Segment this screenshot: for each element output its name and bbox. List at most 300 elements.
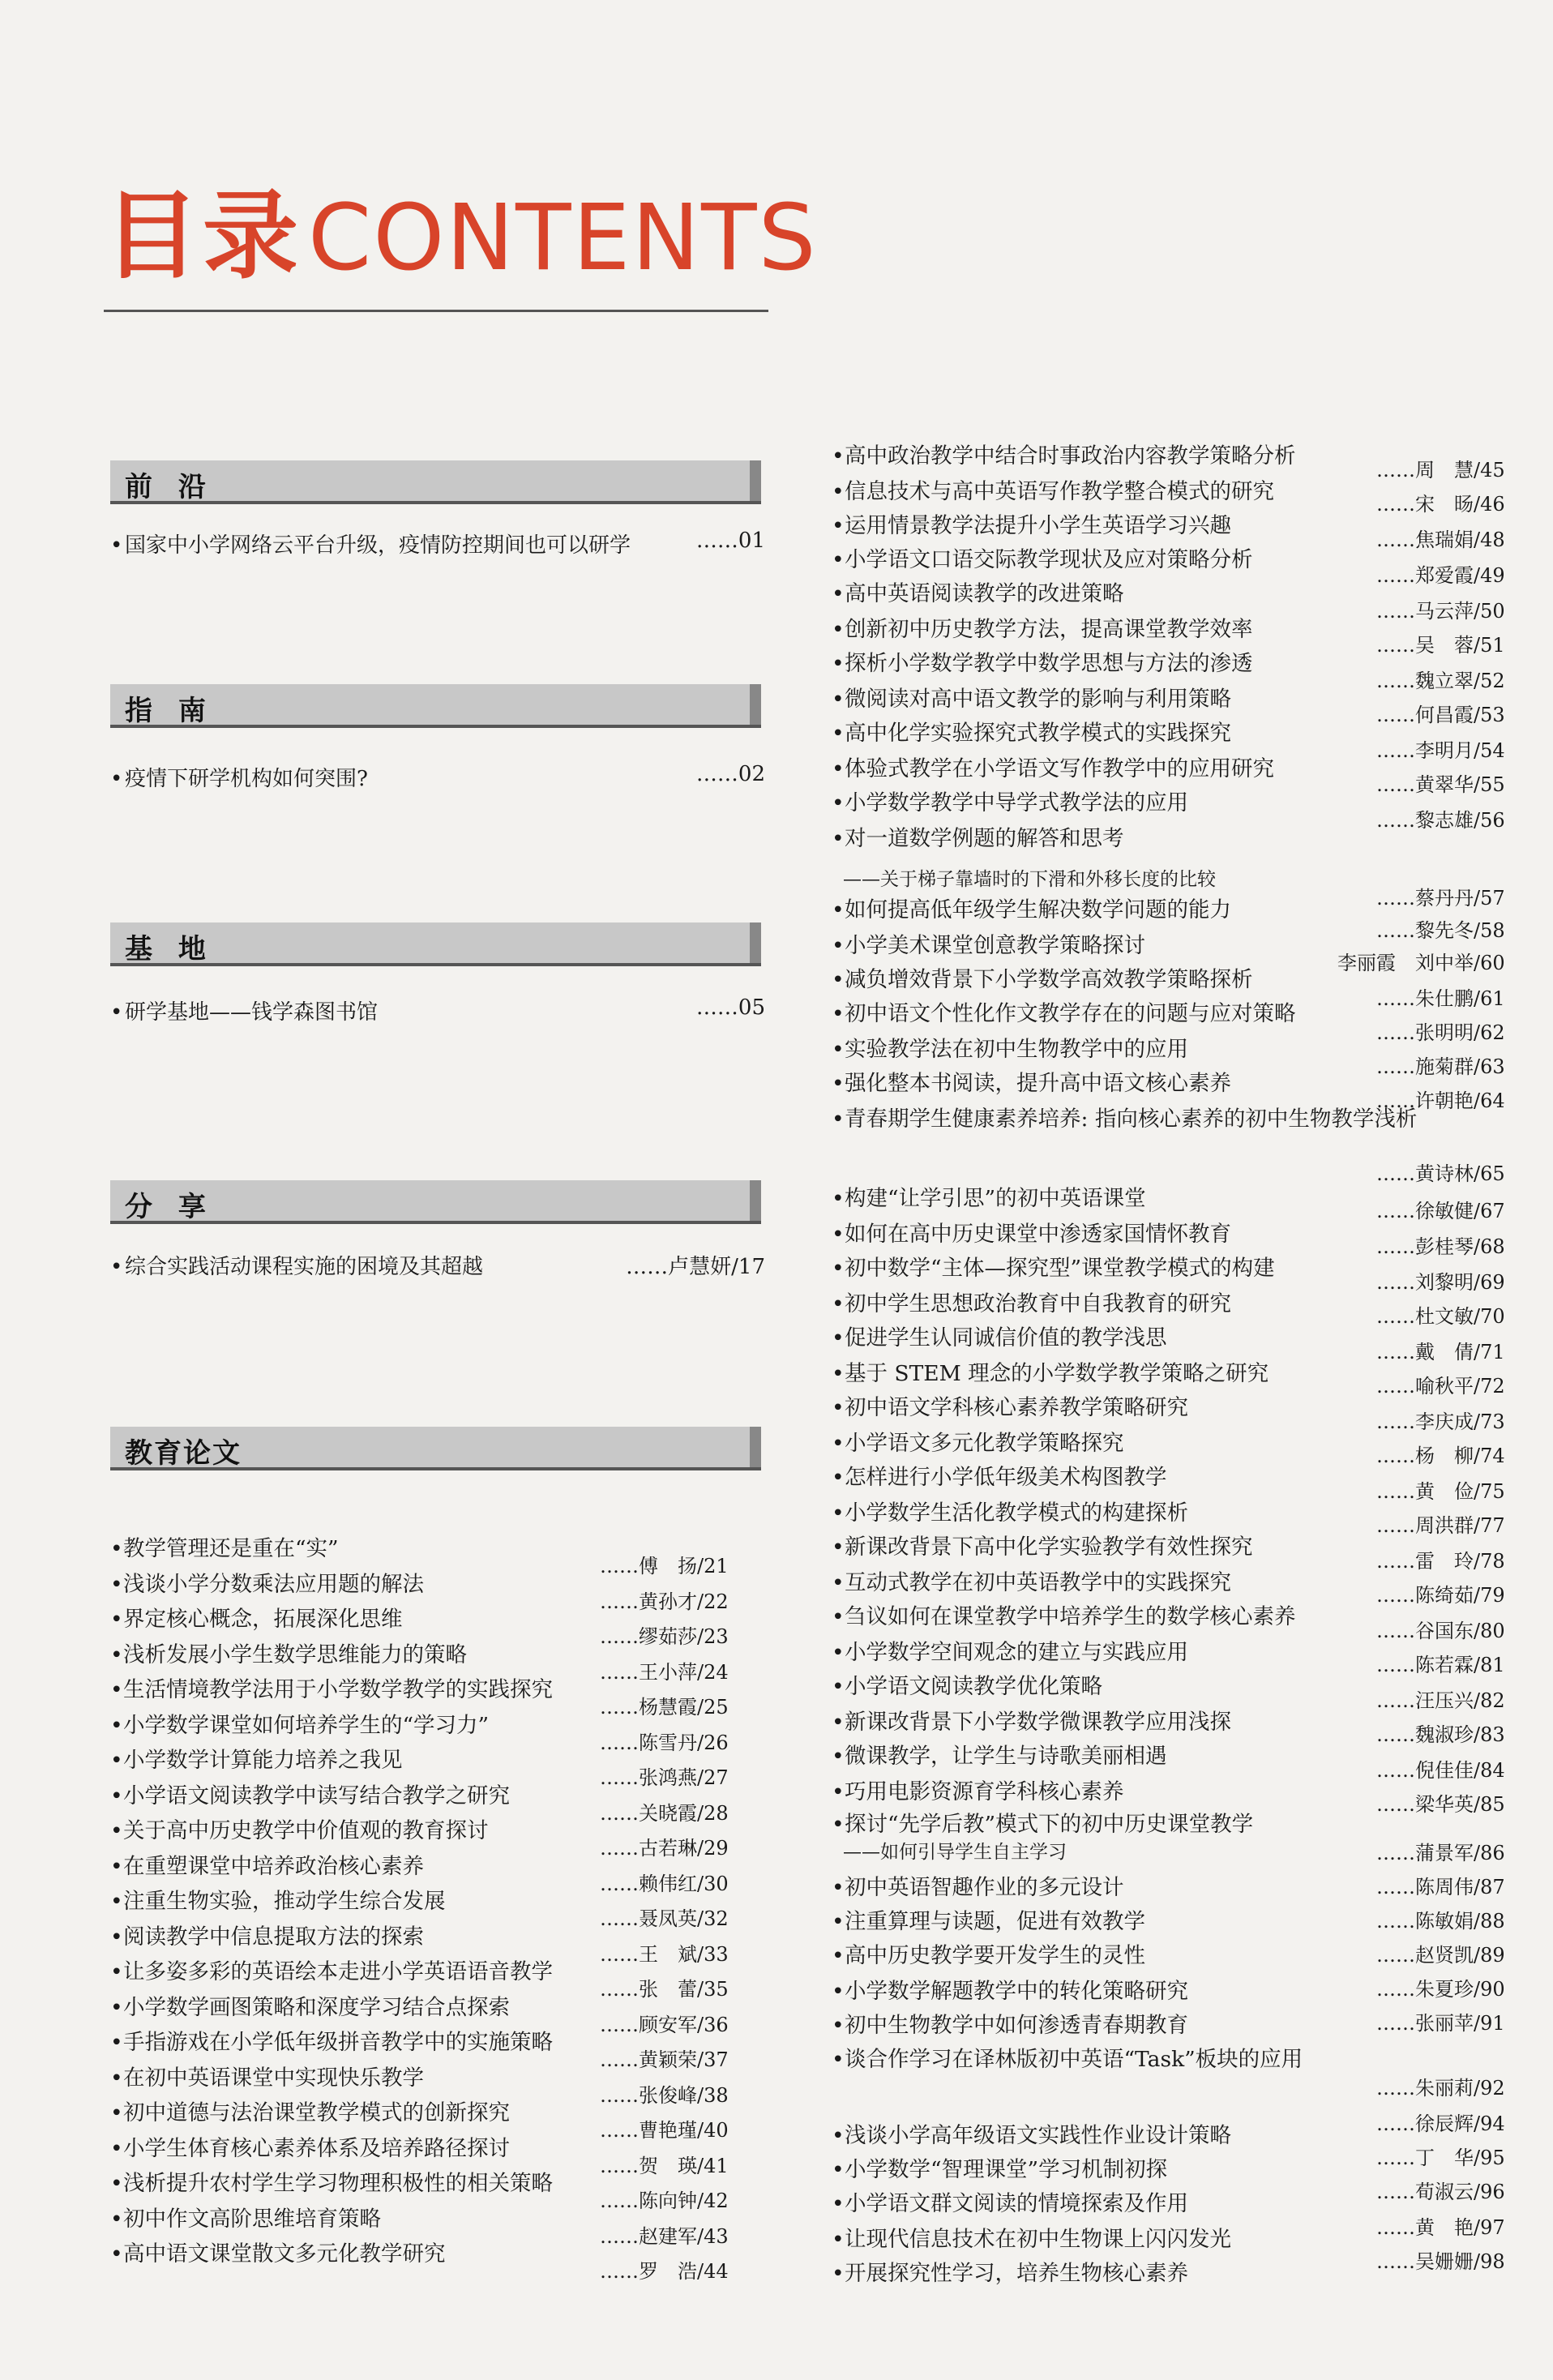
toc-entry[interactable]	[832, 1459, 1167, 1491]
toc-entry[interactable]: • 疫情下研学机构如何突围? ……02	[110, 762, 765, 791]
entry-author-page: ……陈若霖/81	[1376, 1654, 1505, 1676]
entry-title: 国家中小学网络云平台升级，疫情防控期间也可以研学	[125, 533, 631, 558]
entry-author-page: ……张 蕾/35	[600, 1978, 729, 2001]
entry-author-page: ……王小萍/24	[600, 1660, 729, 1684]
bullet-icon: •	[832, 1640, 845, 1665]
entry-author-page: ……李庆成/73	[1376, 1410, 1505, 1433]
entry-title: 阅读教学中信息提取方法的探索	[123, 1924, 424, 1950]
entry-title: 新课改背景下小学数学微课教学应用浅探	[845, 1710, 1231, 1735]
entry-title: 小学数学空间观念的建立与实践应用	[845, 1640, 1188, 1665]
entry-title: 小学语文阅读教学中读写结合教学之研究	[123, 1783, 510, 1809]
toc-entry[interactable]	[832, 1180, 1146, 1212]
bullet-icon: •	[832, 1465, 845, 1490]
toc-entry[interactable]	[110, 1707, 489, 1739]
entry-author-page: ……丁 华/95	[1376, 2147, 1505, 2169]
entry-author-page: ……刘黎明/69	[1376, 1271, 1505, 1294]
page-title	[104, 180, 818, 292]
entry-page: ……01	[695, 529, 765, 553]
bullet-icon: •	[110, 2030, 123, 2055]
entry-author-page: ……吴姗姗/98	[1376, 2250, 1505, 2273]
toc-entry[interactable]	[832, 1774, 1124, 1805]
entry-author-page: ……焦瑞娟/48	[1376, 529, 1505, 551]
bullet-icon: •	[110, 2171, 123, 2196]
entry-title: 教学管理还是重在“实”	[123, 1536, 339, 1561]
toc-entry[interactable]	[832, 751, 1274, 782]
entry-page: ……02	[695, 762, 765, 786]
entry-title: 浅谈小学高年级语文实践性作业设计策略	[845, 2123, 1231, 2148]
section-heading: 教育论文	[125, 1437, 242, 1470]
entry-author-page: ……杜文敏/70	[1376, 1305, 1505, 1328]
entry-author-page: ……李明月/54	[1376, 739, 1505, 762]
section-base	[110, 922, 761, 966]
entry-title: 初中生物教学中如何渗透青春期教育	[845, 2013, 1188, 2038]
bullet-icon: •	[832, 1535, 845, 1560]
entry-author-page: ……黄颖荣/37	[600, 2048, 729, 2071]
toc-entry[interactable]	[832, 1634, 1188, 1666]
bullet-icon: •	[110, 1748, 123, 1773]
entry-title: 减负增效背景下小学数学高效教学策略探析	[845, 967, 1253, 992]
entry-title: 综合实践活动课程实施的困境及其超越	[125, 1255, 484, 1279]
toc-entry[interactable]	[832, 1869, 1124, 1901]
entry-title: 体验式教学在小学语文写作教学中的应用研究	[845, 756, 1274, 781]
entry-author-page: ……缪茹莎/23	[600, 1625, 729, 1648]
entry-author-page: ……赖伟红/30	[600, 1872, 729, 1895]
entry-title: 初中作文高阶思维培育策略	[123, 2206, 381, 2232]
entry-title: 初中英语智趣作业的多元设计	[845, 1875, 1124, 1900]
entry-author-page: ……黄翠华/55	[1376, 773, 1505, 796]
entry-author-page: ……朱丽莉/92	[1376, 2077, 1505, 2100]
bullet-icon: •	[832, 2227, 845, 2252]
bullet-icon: •	[110, 2135, 123, 2161]
bullet-icon: •	[832, 2157, 845, 2182]
entry-author-page: ……张丽苹/91	[1376, 2012, 1505, 2035]
section-heading: 指 南	[125, 695, 214, 727]
entry-author-page: ……周 慧/45	[1376, 459, 1505, 482]
bullet-icon: •	[832, 1001, 845, 1026]
bullet-icon: •	[110, 1889, 123, 1914]
entry-author-page: ……荀淑云/96	[1376, 2181, 1505, 2203]
bullet-icon: •	[832, 617, 845, 642]
entry-author-page: ……黄诗林/65	[1376, 1162, 1505, 1185]
entry-subtitle: ——如何引导学生自主学习	[843, 1842, 1067, 1863]
bullet-icon: •	[832, 1979, 845, 2004]
entry-title: 关于高中历史教学中价值观的教育探讨	[123, 1818, 489, 1843]
entry-title: 小学美术课堂创意教学策略探讨	[845, 933, 1145, 958]
bullet-icon: •	[832, 826, 845, 851]
bullet-icon: •	[832, 2047, 845, 2072]
entry-title: 浅析发展小学生数学思维能力的策略	[123, 1642, 467, 1667]
entry-title: 互动式教学在初中英语教学中的实践探究	[845, 1570, 1231, 1595]
toc-entry[interactable]	[832, 961, 1253, 993]
entry-title: 在重塑课堂中培养政治核心素养	[123, 1853, 424, 1879]
entry-author-page: ……宋 旸/46	[1376, 493, 1505, 516]
entry-title: 高中化学实验探究式教学模式的实践探究	[845, 721, 1231, 746]
entry-title: 小学语文多元化教学策略探究	[845, 1431, 1124, 1456]
toc-entry[interactable]	[843, 1837, 1067, 1864]
toc-entry[interactable]	[832, 438, 1296, 469]
entry-title: 手指游戏在小学低年级拼音教学中的实施策略	[123, 2030, 553, 2055]
entry-author-page: ……马云萍/50	[1376, 600, 1505, 623]
toc-entry[interactable]	[832, 1599, 1296, 1630]
title-rule	[104, 310, 768, 312]
entry-subtitle: ——关于梯子靠墙时的下滑和外移长度的比较	[843, 869, 1216, 890]
toc-entry[interactable]	[110, 1919, 424, 1950]
entry-author-page: ……黄 俭/75	[1376, 1480, 1505, 1503]
toc-entry[interactable]: • 国家中小学网络云平台升级，疫情防控期间也可以研学 ……01	[110, 529, 765, 558]
entry-title: 高中英语阅读教学的改进策略	[845, 581, 1124, 606]
entry-title: 巧用电影资源育学科核心素养	[845, 1779, 1124, 1804]
toc-entry[interactable]	[110, 1530, 339, 1562]
entry-author-page: ……汪压兴/82	[1376, 1689, 1505, 1712]
entry-title: 小学数学计算能力培养之我见	[123, 1748, 403, 1773]
toc-entry[interactable]	[832, 645, 1253, 677]
bullet-icon: •	[832, 479, 845, 504]
entry-author-page: ……陈绮茹/79	[1376, 1584, 1505, 1607]
toc-entry[interactable]	[832, 473, 1274, 505]
entry-author-page: ……黎志雄/56	[1376, 809, 1505, 832]
toc-entry[interactable]	[832, 1065, 1231, 1097]
bullet-icon: •	[832, 933, 845, 958]
entry-title: 小学数学生活化教学模式的构建探析	[845, 1500, 1188, 1526]
bullet-icon: •	[832, 1570, 845, 1595]
entry-title: 高中语文课堂散文多元化教学研究	[123, 2241, 446, 2267]
entry-title: 初中语文学科核心素养教学策略研究	[845, 1395, 1188, 1420]
entry-title: 创新初中历史教学方法，提高课堂教学效率	[845, 617, 1253, 642]
toc-entry[interactable]	[110, 2095, 510, 2126]
toc-entry[interactable]	[832, 1565, 1231, 1596]
section-share	[110, 1180, 761, 1224]
toc-entry[interactable]	[110, 1672, 553, 1703]
toc-entry[interactable]	[110, 1883, 446, 1915]
toc-entry[interactable]	[832, 1320, 1167, 1351]
bullet-icon: •	[110, 2241, 123, 2267]
entry-author-page: ……朱夏珍/90	[1376, 1978, 1505, 2001]
entry-page: ……05	[695, 995, 765, 1020]
entry-title: 促进学生认同诚信价值的教学浅思	[845, 1325, 1167, 1351]
section-guide	[110, 684, 761, 728]
entry-title: 生活情境教学法用于小学数学教学的实践探究	[123, 1677, 553, 1702]
entry-author-page: ……吴 蓉/51	[1376, 634, 1505, 657]
bullet-icon: •	[832, 2191, 845, 2216]
entry-title: 基于 STEM 理念的小学数学教学策略之研究	[845, 1361, 1269, 1386]
bullet-icon: •	[832, 1361, 845, 1386]
entry-title: 浅析提升农村学生学习物理积极性的相关策略	[123, 2171, 553, 2196]
toc-entry[interactable]	[832, 820, 1124, 852]
entry-author-page: ……倪佳佳/84	[1376, 1759, 1505, 1782]
bullet-icon: •	[110, 1959, 123, 1984]
toc-entry[interactable]	[832, 1529, 1253, 1560]
entry-title: 小学数学教学中导学式教学法的应用	[845, 790, 1188, 815]
entry-title: 对一道数学例题的解答和思考	[845, 826, 1124, 851]
entry-author-page: ……徐辰辉/94	[1376, 2112, 1505, 2135]
entry-title: 小学数学“智理课堂”学习机制初探	[845, 2157, 1168, 2182]
entry-title: 让现代信息技术在初中生物课上闪闪发光	[845, 2227, 1231, 2252]
toc-entry[interactable]	[832, 995, 1296, 1027]
entry-author-page: ……周洪群/77	[1376, 1514, 1505, 1537]
toc-entry[interactable]	[832, 541, 1253, 573]
entry-author-page: ……魏淑珍/83	[1376, 1723, 1505, 1746]
toc-entry[interactable]	[110, 1778, 510, 1809]
entry-title: 浅谈小学分数乘法应用题的解法	[123, 1571, 424, 1597]
entry-author-page: ……贺 瑛/41	[600, 2154, 729, 2177]
bullet-icon: •	[110, 1642, 123, 1667]
entry-title: 探析小学数学教学中数学思想与方法的渗透	[845, 651, 1253, 676]
entry-title: 小学语文口语交际教学现状及应对策略分析	[845, 547, 1253, 572]
entry-author-page: ……谷国东/80	[1376, 1620, 1505, 1642]
entry-title: 微阅读对高中语文教学的影响与利用策略	[845, 687, 1231, 712]
entry-author-page: ……古若琳/29	[600, 1837, 729, 1860]
toc-entry[interactable]	[832, 2117, 1231, 2149]
bullet-icon: •	[110, 1712, 123, 1738]
toc-entry[interactable]	[832, 1286, 1231, 1317]
bullet-icon: •	[832, 1943, 845, 1968]
entry-author-page: ……蔡丹丹/57	[1376, 887, 1505, 910]
bullet-icon: •	[832, 897, 845, 922]
entry-author-page: ……傅 扬/21	[600, 1555, 729, 1577]
entry-author-page: ……黎先冬/58	[1376, 919, 1505, 942]
entry-author-page: ……黄孙才/22	[600, 1590, 729, 1613]
toc-entry[interactable]	[832, 785, 1188, 816]
section-frontier	[110, 460, 761, 504]
entry-author-page: ……魏立翠/52	[1376, 670, 1505, 692]
entry-title: 高中历史教学要开发学生的灵性	[845, 1943, 1145, 1968]
entry-title: 新课改背景下高中化学实验教学有效性探究	[845, 1535, 1253, 1560]
entry-author-page: ……施菊群/63	[1376, 1055, 1505, 1078]
entry-author-page: ……杨慧霞/25	[600, 1696, 729, 1719]
toc-entry[interactable]	[110, 2236, 446, 2267]
entry-author-page: ……何昌霞/53	[1376, 704, 1505, 726]
toc-entry[interactable]	[832, 1806, 1253, 1838]
entry-author-page: ……赵贤凯/89	[1376, 1944, 1505, 1967]
entry-title: 高中政治教学中结合时事政治内容教学策略分析	[845, 443, 1296, 469]
toc-entry[interactable]	[110, 1637, 467, 1668]
bullet-icon: •	[110, 2065, 123, 2091]
entry-title: 研学基地——钱学森图书馆	[125, 1000, 379, 1025]
toc-entry[interactable]	[110, 2201, 381, 2232]
bullet-icon: •	[832, 1291, 845, 1316]
toc-entry[interactable]	[110, 1954, 553, 1985]
toc-entry[interactable]	[832, 1937, 1145, 1969]
entry-author-page: ……关晓霞/28	[600, 1801, 729, 1825]
entry-author-page: ……顾安军/36	[600, 2013, 729, 2036]
toc-entry[interactable]	[832, 1973, 1188, 2005]
bullet-icon: •	[110, 1536, 123, 1561]
bullet-icon: •	[832, 581, 845, 606]
entry-author-page: 李丽霞 刘中举/60	[1337, 952, 1505, 974]
entry-title: 初中道德与法治课堂教学模式的创新探究	[123, 2100, 510, 2125]
entry-title: 刍议如何在课堂教学中培养学生的数学核心素养	[845, 1604, 1296, 1629]
toc-entry[interactable]	[110, 1566, 424, 1598]
toc-entry[interactable]	[832, 2041, 1303, 2073]
entry-title: 如何提高低年级学生解决数学问题的能力	[845, 897, 1231, 922]
entry-author-page: ……罗 浩/44	[600, 2260, 729, 2283]
section-heading: 基 地	[125, 933, 214, 965]
entry-author-page: ……王 斌/33	[600, 1942, 729, 1966]
bullet-icon: •	[110, 2206, 123, 2232]
entry-title: 构建“让学引思”的初中英语课堂	[845, 1186, 1146, 1211]
bullet-icon: •	[832, 1037, 845, 1062]
bullet-icon: •	[832, 1779, 845, 1804]
entry-title: 在初中英语课堂中实现快乐教学	[123, 2065, 424, 2091]
toc-entry[interactable]	[832, 1668, 1102, 1700]
bullet-icon: •	[832, 1107, 845, 1132]
entry-title: 强化整本书阅读，提升高中语文核心素养	[845, 1071, 1231, 1096]
bullet-icon: •	[110, 1677, 123, 1702]
entry-author-page: ……张俊峰/38	[600, 2083, 729, 2107]
toc-entry[interactable]	[832, 2185, 1188, 2217]
bullet-icon: •	[832, 1500, 845, 1526]
bullet-icon: •	[110, 2100, 123, 2125]
toc-entry[interactable]	[110, 2060, 424, 2091]
bullet-icon: •	[110, 1994, 123, 2020]
entry-page: ……卢慧妍/17	[626, 1255, 765, 1279]
toc-entry[interactable]	[832, 715, 1231, 747]
bullet-icon: •	[832, 1256, 845, 1281]
entry-title: 开展探究性学习，培养生物核心素养	[845, 2261, 1188, 2286]
entry-author-page: ……张鸿燕/27	[600, 1766, 729, 1789]
bullet-icon: •	[110, 1783, 123, 1809]
toc-entry[interactable]	[110, 1989, 510, 2021]
entry-title: 小学语文群文阅读的情境探索及作用	[845, 2191, 1188, 2216]
toc-entry[interactable]	[110, 1848, 424, 1880]
toc-entry[interactable]	[110, 1742, 403, 1774]
bullet-icon: •	[110, 1853, 123, 1879]
toc-entry[interactable]	[832, 1355, 1268, 1387]
entry-title: 探讨“先学后教”模式下的初中历史课堂教学	[845, 1812, 1254, 1837]
toc-entry[interactable]	[832, 681, 1231, 713]
entry-author-page: ……曹艳瑾/40	[600, 2119, 729, 2142]
toc-entry[interactable]	[832, 2007, 1188, 2039]
entry-author-page: ……朱仕鹏/61	[1376, 987, 1505, 1010]
entry-title: 青春期学生健康素养培养: 指向核心素养的初中生物教学浅析	[845, 1107, 1418, 1132]
title-cn: 目录	[104, 180, 302, 292]
entry-title: 注重算理与读题，促进有效教学	[845, 1909, 1145, 1934]
bullet-icon: •	[832, 967, 845, 992]
bullet-icon: •	[832, 1875, 845, 1900]
toc-entry[interactable]	[832, 1738, 1167, 1770]
bullet-icon: •	[832, 1909, 845, 1934]
bullet-icon: •	[832, 547, 845, 572]
entry-title: 初中学生思想政治教育中自我教育的研究	[845, 1291, 1231, 1316]
bullet-icon: •	[832, 2261, 845, 2286]
toc-entry[interactable]	[832, 1704, 1231, 1736]
entry-author-page: ……喻秋平/72	[1376, 1375, 1505, 1398]
entry-author-page: ……陈周伟/87	[1376, 1876, 1505, 1898]
bullet-icon: •	[832, 443, 845, 469]
title-en: CONTENTS	[308, 186, 818, 291]
bullet-icon: •	[832, 1395, 845, 1420]
toc-entry[interactable]	[832, 2221, 1231, 2253]
bullet-icon: •	[832, 1071, 845, 1096]
bullet-icon: •	[832, 2013, 845, 2038]
entry-title: 初中语文个性化作文教学存在的问题与应对策略	[845, 1001, 1296, 1026]
bullet-icon: •	[832, 1186, 845, 1211]
toc-entry[interactable]	[832, 892, 1231, 923]
bullet-icon: •	[832, 1710, 845, 1735]
toc-entry[interactable]	[832, 507, 1231, 539]
section-heading: 分 享	[125, 1191, 214, 1223]
toc-entry[interactable]	[110, 2024, 553, 2056]
bullet-icon: •	[832, 1431, 845, 1456]
bullet-icon: •	[832, 651, 845, 676]
entry-title: 如何在高中历史课堂中渗透家国情怀教育	[845, 1222, 1231, 1247]
toc-entry[interactable]	[832, 2255, 1188, 2287]
entry-author-page: ……梁华英/85	[1376, 1793, 1505, 1816]
toc-entry[interactable]	[832, 1216, 1231, 1248]
bullet-icon: •	[832, 1325, 845, 1351]
entry-title: 界定核心概念，拓展深化思维	[123, 1607, 403, 1632]
entry-title: 谈合作学习在译林版初中英语“Task”板块的应用	[845, 2047, 1303, 2072]
bullet-icon: •	[832, 790, 845, 815]
toc-entry[interactable]: • 综合实践活动课程实施的困境及其超越 ……卢慧妍/17	[110, 1250, 765, 1280]
section-heading: 前 沿	[125, 471, 214, 503]
entry-author-page: ……许朝艳/64	[1376, 1089, 1505, 1112]
entry-author-page: ……戴 倩/71	[1376, 1341, 1505, 1363]
entry-title: 小学数学画图策略和深度学习结合点探索	[123, 1994, 510, 2020]
toc-entry[interactable]	[110, 2130, 510, 2162]
toc-entry[interactable]	[832, 1903, 1145, 1935]
toc-entry[interactable]	[832, 611, 1253, 643]
entry-author-page: ……黄 艳/97	[1376, 2216, 1505, 2239]
entry-author-page: ……彭桂琴/68	[1376, 1235, 1505, 1258]
bullet-icon: •	[832, 1604, 845, 1629]
entry-title: 运用情景教学法提升小学生英语学习兴趣	[845, 513, 1231, 538]
entry-author-page: ……陈敏娟/88	[1376, 1910, 1505, 1933]
entry-author-page: ……张明明/62	[1376, 1021, 1505, 1044]
entry-title: 实验教学法在初中生物教学中的应用	[845, 1037, 1188, 1062]
bullet-icon: •	[832, 756, 845, 781]
toc-entry[interactable]	[110, 1601, 403, 1633]
toc-entry[interactable]	[843, 864, 1216, 891]
entry-title: 怎样进行小学低年级美术构图教学	[845, 1465, 1167, 1490]
bullet-icon: •	[110, 1607, 123, 1632]
entry-author-page: ……徐敏健/67	[1376, 1200, 1505, 1222]
entry-title: 小学生体育核心素养体系及培养路径探讨	[123, 2135, 510, 2161]
entry-title: 小学数学解题教学中的转化策略研究	[845, 1979, 1188, 2004]
toc-entry[interactable]	[832, 1495, 1188, 1526]
entry-title: 小学数学课堂如何培养学生的“学习力”	[123, 1712, 490, 1738]
entry-author-page: ……赵建军/43	[600, 2224, 729, 2248]
section-papers	[110, 1427, 761, 1470]
bullet-icon: •	[832, 1812, 845, 1837]
toc-entry[interactable]	[832, 1389, 1188, 1421]
toc-entry[interactable]: • 研学基地——钱学森图书馆 ……05	[110, 995, 765, 1025]
bullet-icon: •	[110, 1571, 123, 1597]
toc-entry[interactable]	[110, 1813, 489, 1844]
bullet-icon: •	[832, 1744, 845, 1769]
toc-entry[interactable]	[832, 1031, 1188, 1063]
bullet-icon: •	[832, 687, 845, 712]
entry-title: 疫情下研学机构如何突围?	[125, 767, 368, 791]
entry-title: 微课教学，让学生与诗歌美丽相遇	[845, 1744, 1167, 1769]
toc-entry[interactable]	[832, 927, 1145, 959]
entry-author-page: ……雷 玲/78	[1376, 1550, 1505, 1573]
toc-entry[interactable]	[832, 2151, 1167, 2183]
entry-author-page: ……陈向钟/42	[600, 2190, 729, 2212]
bullet-icon: •	[110, 1924, 123, 1950]
toc-entry[interactable]	[832, 576, 1124, 607]
toc-entry[interactable]	[832, 1250, 1275, 1282]
toc-entry[interactable]	[832, 1425, 1124, 1457]
entry-author-page: ……杨 柳/74	[1376, 1445, 1505, 1467]
entry-author-page: ……陈雪丹/26	[600, 1731, 729, 1754]
bullet-icon: •	[832, 721, 845, 746]
toc-entry[interactable]	[110, 2165, 553, 2197]
toc-entry[interactable]	[832, 1101, 1417, 1132]
entry-author-page: ……聂凤英/32	[600, 1907, 729, 1930]
entry-title: 初中数学“主体—探究型”课堂教学模式的构建	[845, 1256, 1275, 1281]
entry-title: 注重生物实验，推动学生综合发展	[123, 1889, 446, 1914]
